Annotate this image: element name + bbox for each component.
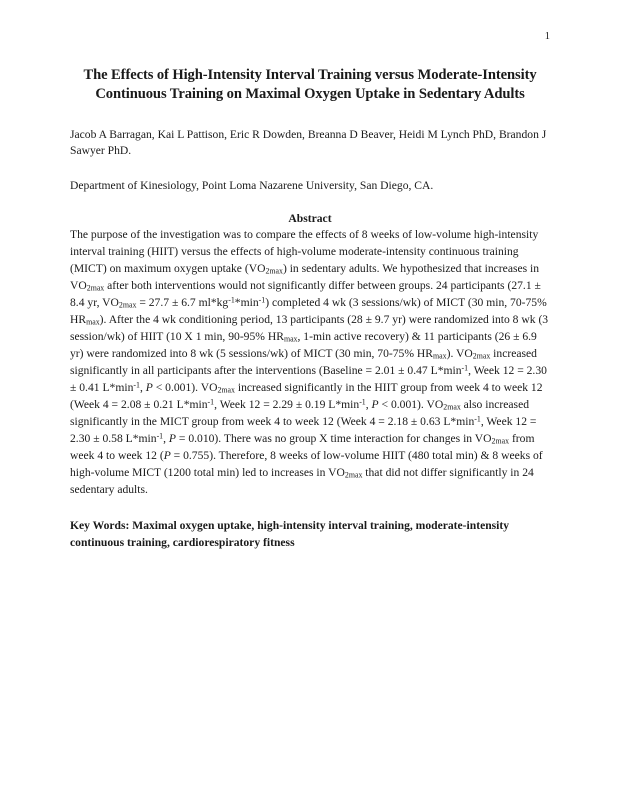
paper-title: The Effects of High-Intensity Interval Training versus Moderate-Intensity Continuous Training on Maximal Oxygen Uptake in Sedentary Adults	[83, 67, 537, 103]
abstract-body: The purpose of the investigation was to compare the effects of 8 weeks of low-volume high-intensity interval training (HIIT) versus the effects of high-volume moderate-intensity continuous training (MICT) on maximum oxygen uptake $(VO_{2max})$ in sedentary adults. We hypothesized that increases in $VO_{2max}$ after both interventions would not significantly differ between groups. 24 participants (27.1 ± 8.4 yr, $VO_{2max} = 27.7 \pm 6.7$ $ml*kg^{-1}*\min^{-1}$) completed 4 wk (3 sessions/wk) of MICT (30 min, 70-75% $HR_{max}$). After the 4 wk conditioning period, 13 participants (28 ± 9.7 yr) were randomized into 8 wk (3 session/wk) of HIIT (10 X 1 min, 90-95% $HR_{max}$, 1-min active recovery) & 11 participants (26 ± 6.9 yr) were randomized into 8 wk (5 sessions/wk) of MICT (30 min, 70-75% $HR_{max}$). $VO_{2max}$ increased significantly in all participants after the interventions (Baseline = 2.01 ± 0.47 $L*\min^{-1}$, Week 12 = 2.30 ± 0.41 $L*\min^{-1}$, P < 0.001). $VO_{2max}$ increased significantly in the HIIT group from week 4 to week 12 (Week 4 = 2.08 ± 0.21 $L*\min^{-1}$, Week 12 = 2.29 ± 0.19 $L*\min^{-1}$, P < 0.001). $VO_{2max}$ also increased significantly in the MICT group from week 4 to week 12 (Week 4 = 2.18 ± 0.63 $L*\min^{-1}$, Week 12 = 2.30 ± 0.58 $L*\min^{-1}$, P = 0.010). There was no group X time interaction for changes in $VO_{2max}$ from week 4 to week 12 (P = 0.755). Therefore, 8 weeks of low-volume HIIT (480 total min) & 8 weeks of high-volume MICT (1200 total min) led to increases in $VO_{2max}$ that did not differ significantly in 24 sedentary adults.	[70, 228, 549, 496]
affiliation: Department of Kinesiology, Point Loma Nazarene University, San Diego, CA.	[70, 178, 434, 192]
document-content	[70, 66, 550, 551]
abstract-heading: Abstract	[288, 212, 332, 226]
author-list: Jacob A Barragan, Kai L Pattison, Eric R Dowden, Breanna D Beaver, Heidi M Lynch PhD, Brandon J Sawyer PhD.	[70, 127, 547, 158]
page-number: 1	[544, 31, 550, 42]
keywords-text: Maximal oxygen uptake, high-intensity interval training, moderate-intensity continuous training, cardiorespiratory fitness	[70, 518, 510, 549]
keywords-label: Key Words:	[70, 518, 130, 532]
keywords	[70, 518, 550, 552]
